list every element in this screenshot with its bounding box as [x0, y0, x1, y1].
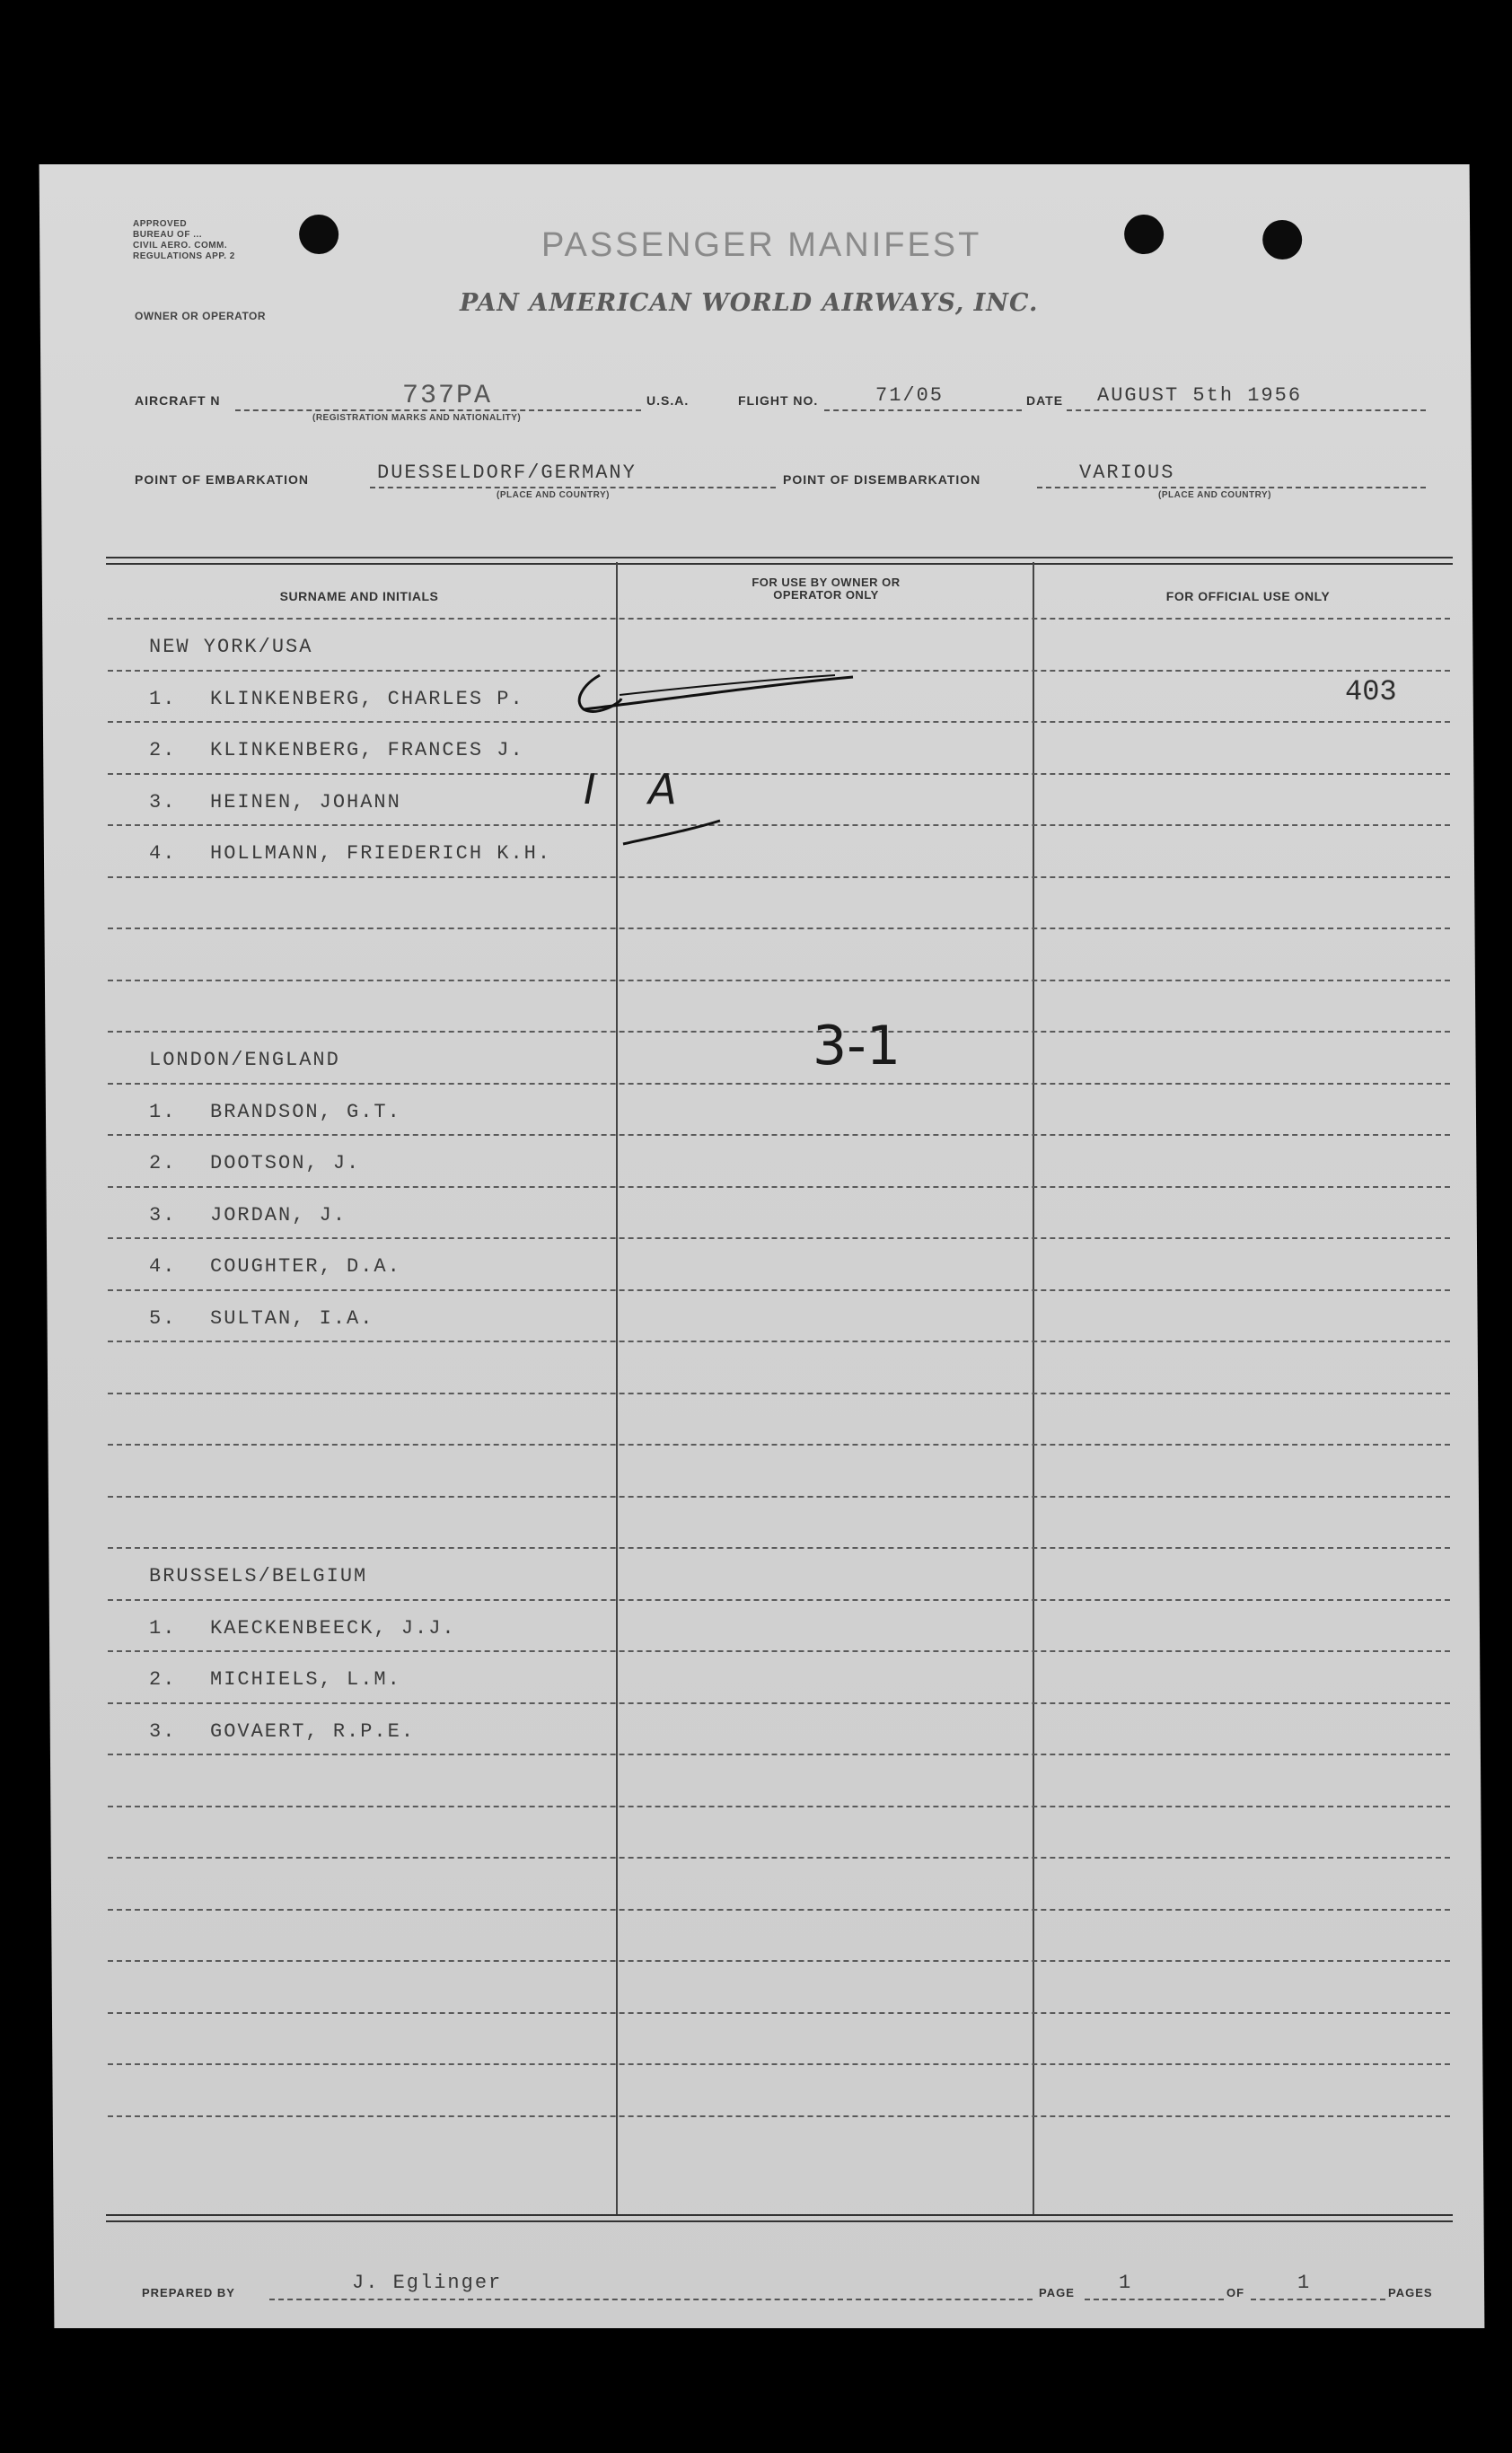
ruled-line	[108, 1031, 1450, 1033]
passenger-number: 1.	[149, 1617, 177, 1640]
aircraft-caption: (REGISTRATION MARKS AND NATIONALITY)	[312, 413, 522, 423]
passenger-number: 2.	[149, 1668, 177, 1691]
passenger-name: KAECKENBEECK, J.J.	[210, 1617, 456, 1640]
flight-value: 71/05	[875, 384, 945, 407]
ruled-line	[108, 1289, 1450, 1291]
table-bottom-rule	[106, 2214, 1453, 2222]
passenger-number: 4.	[149, 1255, 177, 1278]
passenger-number: 2.	[149, 739, 177, 761]
passenger-number: 3.	[149, 1204, 177, 1226]
approved-line-4: REGULATIONS APP. 2	[133, 251, 235, 261]
passenger-number: 4.	[149, 842, 177, 865]
passenger-number: 3.	[149, 1720, 177, 1743]
disembarkation-caption: (PLACE AND COUNTRY)	[1158, 490, 1271, 500]
passenger-number: 1.	[149, 1101, 177, 1123]
ruled-line	[108, 1186, 1450, 1188]
passenger-name: DOOTSON, J.	[210, 1152, 361, 1174]
aircraft-value: 737PA	[402, 381, 493, 411]
owner-operator-label: OWNER OR OPERATOR	[135, 310, 267, 322]
ruled-line	[108, 1702, 1450, 1704]
aircraft-label: AIRCRAFT N	[135, 393, 221, 408]
ruled-line	[108, 2115, 1450, 2117]
pages-label: PAGES	[1388, 2286, 1433, 2299]
page-label: PAGE	[1039, 2286, 1075, 2299]
ruled-line	[108, 2012, 1450, 2014]
ruled-line	[108, 1599, 1450, 1601]
airline-name: PAN AMERICAN WORLD AIRWAYS, INC.	[460, 289, 1039, 317]
passenger-number: 2.	[149, 1152, 177, 1174]
ruled-line	[108, 773, 1450, 775]
destination-header: NEW YORK/USA	[149, 636, 313, 658]
ruled-line	[108, 928, 1450, 929]
of-value: 1	[1297, 2272, 1312, 2294]
ruled-line	[108, 1960, 1450, 1962]
handwritten-check-mark	[566, 664, 862, 745]
passenger-name: COUGHTER, D.A.	[210, 1255, 401, 1278]
disembarkation-label: POINT OF DISEMBARKATION	[783, 472, 981, 487]
ruled-line	[108, 876, 1450, 878]
manifest-title: PASSENGER MANIFEST	[541, 226, 982, 264]
passenger-name: GOVAERT, R.P.E.	[210, 1720, 416, 1743]
destination-header: BRUSSELS/BELGIUM	[149, 1565, 368, 1587]
ruled-line	[108, 1496, 1450, 1498]
ruled-line	[108, 1444, 1450, 1446]
ruled-line	[108, 980, 1450, 981]
embarkation-value: DUESSELDORF/GERMANY	[377, 462, 637, 484]
ruled-line	[108, 1806, 1450, 1807]
disembarkation-value: VARIOUS	[1079, 462, 1175, 484]
embarkation-caption: (PLACE AND COUNTRY)	[497, 490, 610, 500]
page-value: 1	[1119, 2272, 1133, 2294]
passenger-number: 5.	[149, 1307, 177, 1330]
table-top-rule	[106, 557, 1453, 565]
of-line	[1251, 2299, 1385, 2300]
column-header-official-use: FOR OFFICIAL USE ONLY	[1165, 589, 1331, 603]
passenger-name: MICHIELS, L.M.	[210, 1668, 401, 1691]
punch-hole-middle	[1124, 215, 1164, 254]
flight-line	[824, 409, 1022, 411]
handwritten-underline	[620, 817, 727, 853]
date-line	[1067, 409, 1426, 411]
passenger-name: HEINEN, JOHANN	[210, 791, 401, 813]
punch-hole-left	[299, 215, 338, 254]
column-divider-2	[1033, 562, 1034, 2214]
date-label: DATE	[1026, 393, 1064, 408]
ruled-line	[108, 2063, 1450, 2065]
disembarkation-line	[1037, 487, 1426, 488]
ruled-line	[108, 1909, 1450, 1911]
ruled-line	[108, 1754, 1450, 1755]
page-line	[1085, 2299, 1224, 2300]
official-number: 403	[1345, 675, 1397, 708]
ruled-line	[108, 824, 1450, 826]
destination-header: LONDON/ENGLAND	[149, 1049, 340, 1071]
prepared-by-line	[269, 2299, 1033, 2300]
ruled-line	[108, 1547, 1450, 1549]
ruled-line	[108, 1650, 1450, 1652]
approved-line-1: APPROVED	[133, 219, 188, 229]
passenger-name: SULTAN, I.A.	[210, 1307, 374, 1330]
flight-label: FLIGHT NO.	[738, 393, 819, 408]
passenger-name: KLINKENBERG, FRANCES J.	[210, 739, 524, 761]
ruled-line	[108, 1393, 1450, 1394]
prepared-by-label: PREPARED BY	[142, 2286, 235, 2299]
embarkation-label: POINT OF EMBARKATION	[135, 472, 309, 487]
manifest-paper	[40, 164, 1485, 2328]
passenger-name: BRANDSON, G.T.	[210, 1101, 401, 1123]
passenger-name: KLINKENBERG, CHARLES P.	[210, 688, 524, 710]
passenger-number: 1.	[149, 688, 177, 710]
usa-label: U.S.A.	[646, 393, 690, 408]
embarkation-line	[370, 487, 776, 488]
prepared-by-value: J. Eglinger	[352, 2272, 503, 2294]
passenger-number: 3.	[149, 791, 177, 813]
of-label: OF	[1226, 2286, 1245, 2299]
approved-line-2: BUREAU OF ...	[133, 230, 203, 240]
approved-line-3: CIVIL AERO. COMM.	[133, 241, 228, 251]
ruled-line	[108, 1134, 1450, 1136]
punch-hole-right	[1262, 220, 1302, 259]
ruled-line	[108, 1083, 1450, 1085]
column-header-owner-use: FOR USE BY OWNER OR OPERATOR ONLY	[752, 576, 901, 602]
date-value: AUGUST 5th 1956	[1097, 384, 1303, 407]
column-header-surname: SURNAME AND INITIALS	[279, 589, 439, 603]
ruled-line	[108, 1857, 1450, 1859]
ruled-line	[108, 618, 1450, 620]
passenger-name: JORDAN, J.	[210, 1204, 347, 1226]
ruled-line	[108, 1341, 1450, 1342]
passenger-name: HOLLMANN, FRIEDERICH K.H.	[210, 842, 552, 865]
handwritten-count: 3-1	[813, 1015, 901, 1077]
handwritten-initials: I A	[584, 765, 697, 813]
ruled-line	[108, 1237, 1450, 1239]
